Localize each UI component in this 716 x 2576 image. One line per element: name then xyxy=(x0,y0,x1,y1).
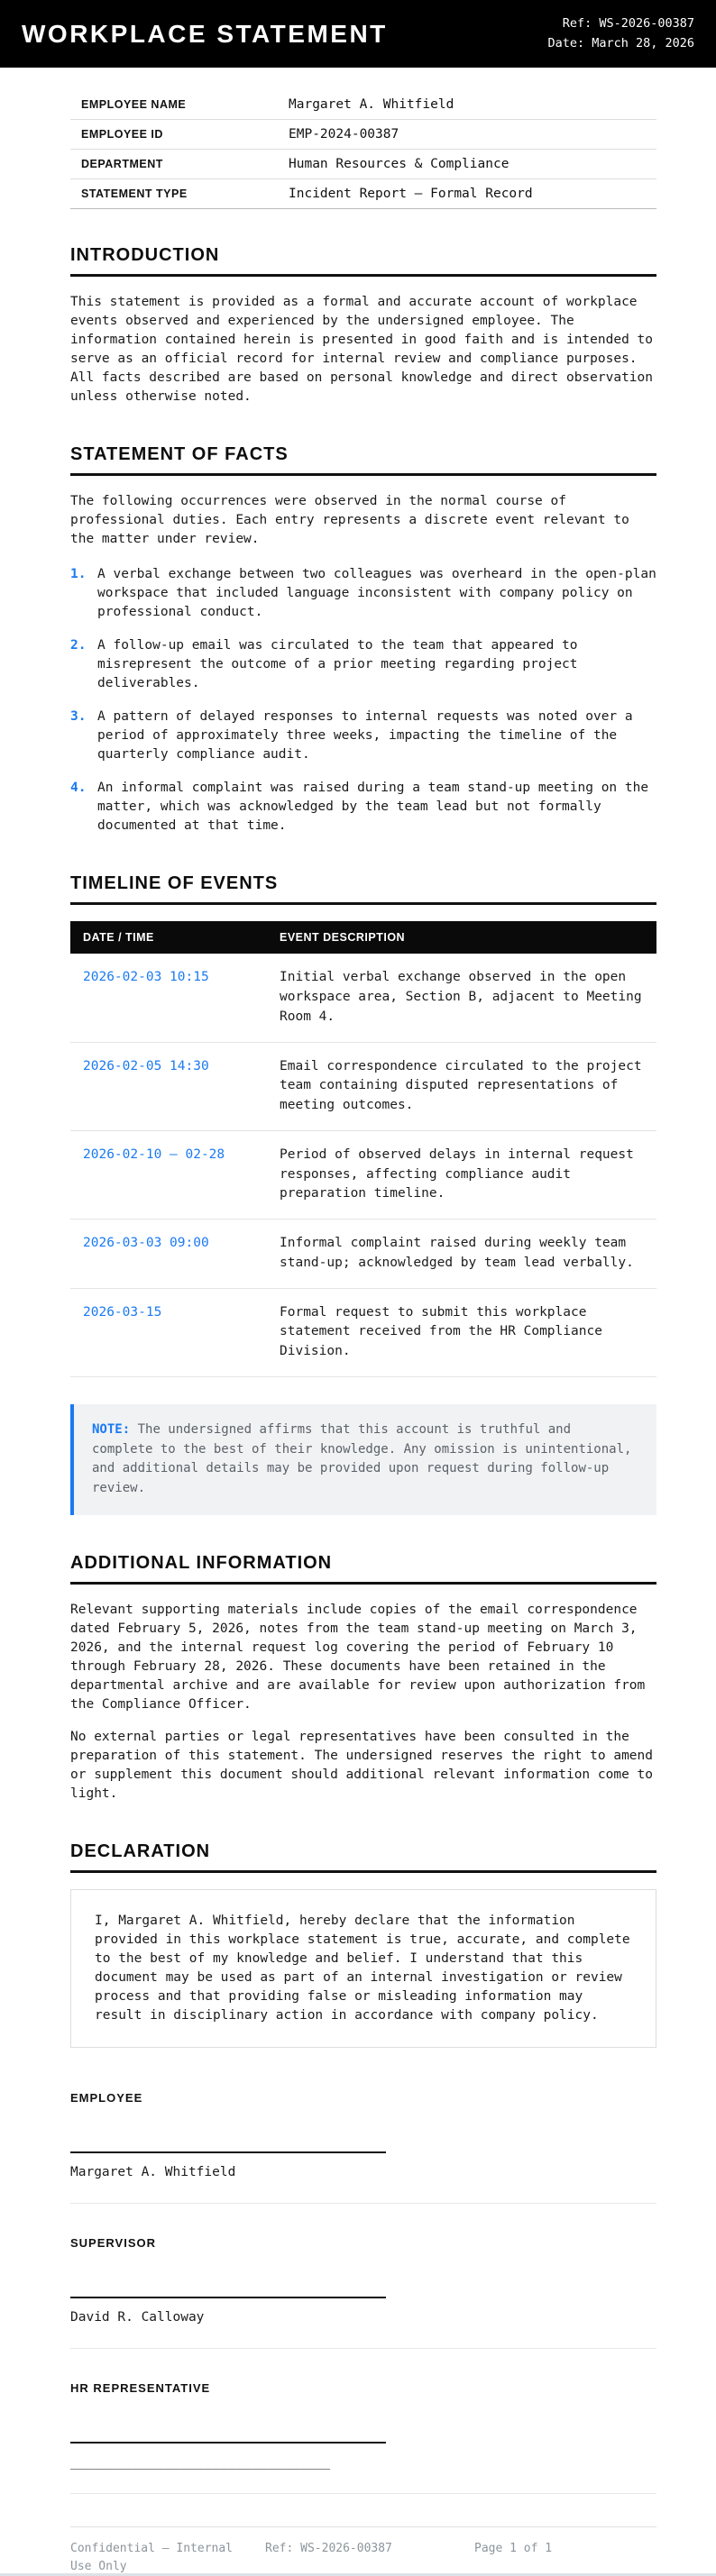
signature-line xyxy=(70,2442,386,2444)
timeline-table xyxy=(70,921,656,1377)
footer-page-number: Page 1 of 1 xyxy=(474,2541,553,2555)
section-heading-declaration: DECLARATION xyxy=(70,1841,656,1873)
timeline-header-row xyxy=(70,921,656,954)
signature-divider xyxy=(70,2493,656,2494)
section-heading-timeline: TIMELINE OF EVENTS xyxy=(70,873,656,905)
header-meta xyxy=(547,14,694,53)
timeline-row xyxy=(70,1042,656,1130)
signature-line xyxy=(70,2151,386,2153)
fact-text: An informal complaint was raised during a team stand-up meeting on the matter, which was acknowledged by the team lead but not formally documented at that time. xyxy=(97,781,649,834)
timeline-description: Informal complaint raised during weekly team stand-up; acknowledged by team lead verbally. xyxy=(267,1219,656,1289)
timeline-description: Email correspondence circulated to the project team containing disputed representations of meeting outcomes. xyxy=(267,1042,656,1130)
fact-number: 3. xyxy=(70,709,87,725)
employee-details-table xyxy=(70,90,656,209)
timeline-description: Initial verbal exchange observed in the open workspace area, Section B, adjacent to Meeting Room 4. xyxy=(267,954,656,1042)
timeline-date: 2026-03-15 xyxy=(70,1288,267,1376)
introduction-paragraph: This statement is provided as a formal and accurate account of workplace events observed and experienced by the undersigned employee. The information contained herein is presented in good faith and is intended to serve as an official record for internal review and compliance purposes. All facts described are based on personal knowledge and direct observation unless otherwise noted. xyxy=(70,295,654,405)
detail-row xyxy=(70,150,656,179)
fact-text: A verbal exchange between two colleagues was overheard in the open-plan workspace that included language inconsistent with company policy on professional conduct. xyxy=(97,567,656,620)
signature-label: HR REPRESENTATIVE xyxy=(70,2380,211,2395)
fact-item xyxy=(70,636,656,693)
document-title: WORKPLACE STATEMENT xyxy=(22,19,388,48)
additional-paragraph: No external parties or legal representatives have been consulted in the preparation of this statement. The undersigned reserves the right to amend or supplement this document should additional relevant information come to light. xyxy=(70,1729,654,1801)
fact-text: A pattern of delayed responses to internal requests was noted over a period of approximately three weeks, impacting the timeline of the quarterly compliance audit. xyxy=(97,709,633,763)
fact-item xyxy=(70,779,656,836)
document-body xyxy=(0,90,716,2576)
signature-name: Margaret A. Whitfield xyxy=(70,2164,236,2179)
facts-intro-paragraph: The following occurrences were observed in the normal course of professional duties. Each entry represents a discrete event relevant to the matter under review. xyxy=(70,494,629,547)
footer-ref: Ref: WS-2026-00387 xyxy=(265,2541,392,2555)
signature-line xyxy=(70,2297,386,2298)
note-text: The undersigned affirms that this account is truthful and complete to the best of their knowledge. Any omission is unintentional, and additional details may be provided upon request during follow-up review. xyxy=(92,1421,632,1495)
signature-divider xyxy=(70,2203,656,2204)
timeline-row xyxy=(70,1219,656,1289)
timeline-header-date: DATE / TIME xyxy=(70,921,267,954)
fact-item xyxy=(70,565,656,622)
timeline-row xyxy=(70,1288,656,1376)
detail-label: EMPLOYEE ID xyxy=(81,128,163,141)
section-heading-additional: ADDITIONAL INFORMATION xyxy=(70,1553,656,1585)
fact-number: 2. xyxy=(70,638,87,653)
timeline-description: Formal request to submit this workplace statement received from the HR Compliance Division. xyxy=(267,1288,656,1376)
fact-item xyxy=(70,708,656,764)
timeline-row xyxy=(70,954,656,1042)
page-footer xyxy=(70,2526,656,2576)
signature-label: SUPERVISOR xyxy=(70,2235,157,2250)
detail-row xyxy=(70,120,656,150)
facts-list xyxy=(70,565,656,836)
detail-label: STATEMENT TYPE xyxy=(81,187,188,200)
timeline-date: 2026-02-03 10:15 xyxy=(70,954,267,1042)
signatures-section xyxy=(70,2091,656,2494)
detail-label: DEPARTMENT xyxy=(81,158,163,170)
signature-divider xyxy=(70,2348,656,2349)
fact-number: 1. xyxy=(70,567,87,582)
footer-confidential: Confidential — Internal Use Only xyxy=(70,2541,234,2573)
declaration-text: I, Margaret A. Whitfield, hereby declare that the information provided in this workplace statement is true, accurate, and complete to the best of my knowledge and belief. I understand that this document may be used as part of an internal investigation or review process and that providing false or misleading information may result in disciplinary action in accordance with company policy. xyxy=(95,1913,630,2023)
document-date: Date: March 28, 2026 xyxy=(547,35,694,50)
timeline-description: Period of observed delays in internal request responses, affecting compliance audit preparation timeline. xyxy=(267,1130,656,1219)
detail-row xyxy=(70,90,656,120)
detail-label: EMPLOYEE NAME xyxy=(81,98,187,111)
signature-block-employee xyxy=(70,2091,656,2204)
fact-text: A follow-up email was circulated to the team that appeared to misrepresent the outcome of a prior meeting regarding project deliverables. xyxy=(97,638,578,691)
section-heading-introduction: INTRODUCTION xyxy=(70,245,656,277)
timeline-date: 2026-02-10 — 02-28 xyxy=(70,1130,267,1219)
document-header xyxy=(0,0,716,68)
timeline-row xyxy=(70,1130,656,1219)
note-box xyxy=(70,1404,656,1515)
signature-block-supervisor xyxy=(70,2236,656,2349)
timeline-date: 2026-03-03 09:00 xyxy=(70,1219,267,1289)
signature-name: _________________________________ xyxy=(70,2454,331,2470)
signature-name: David R. Calloway xyxy=(70,2309,205,2325)
reference-number: Ref: WS-2026-00387 xyxy=(562,15,694,31)
additional-paragraph: Relevant supporting materials include copies of the email correspondence dated February 5, 2026, notes from the team stand-up meeting on March 3, 2026, and the internal request log covering the period of February 10 through February 28, 2026. These documents have been retained in the departmental archive and are available for review upon authorization from the Compliance Officer. xyxy=(70,1602,646,1712)
detail-value: EMP-2024-00387 xyxy=(289,127,399,142)
fact-number: 4. xyxy=(70,781,87,796)
signature-block-hr xyxy=(70,2381,656,2494)
timeline-date: 2026-02-05 14:30 xyxy=(70,1042,267,1130)
detail-row xyxy=(70,179,656,209)
note-label: NOTE: xyxy=(92,1421,131,1437)
detail-value: Margaret A. Whitfield xyxy=(289,97,454,112)
section-heading-facts: STATEMENT OF FACTS xyxy=(70,444,656,476)
detail-value: Human Resources & Compliance xyxy=(289,157,509,171)
timeline-header-description: EVENT DESCRIPTION xyxy=(267,921,656,954)
declaration-box xyxy=(70,1889,656,2048)
signature-label: EMPLOYEE xyxy=(70,2090,143,2105)
detail-value: Incident Report — Formal Record xyxy=(289,187,533,201)
